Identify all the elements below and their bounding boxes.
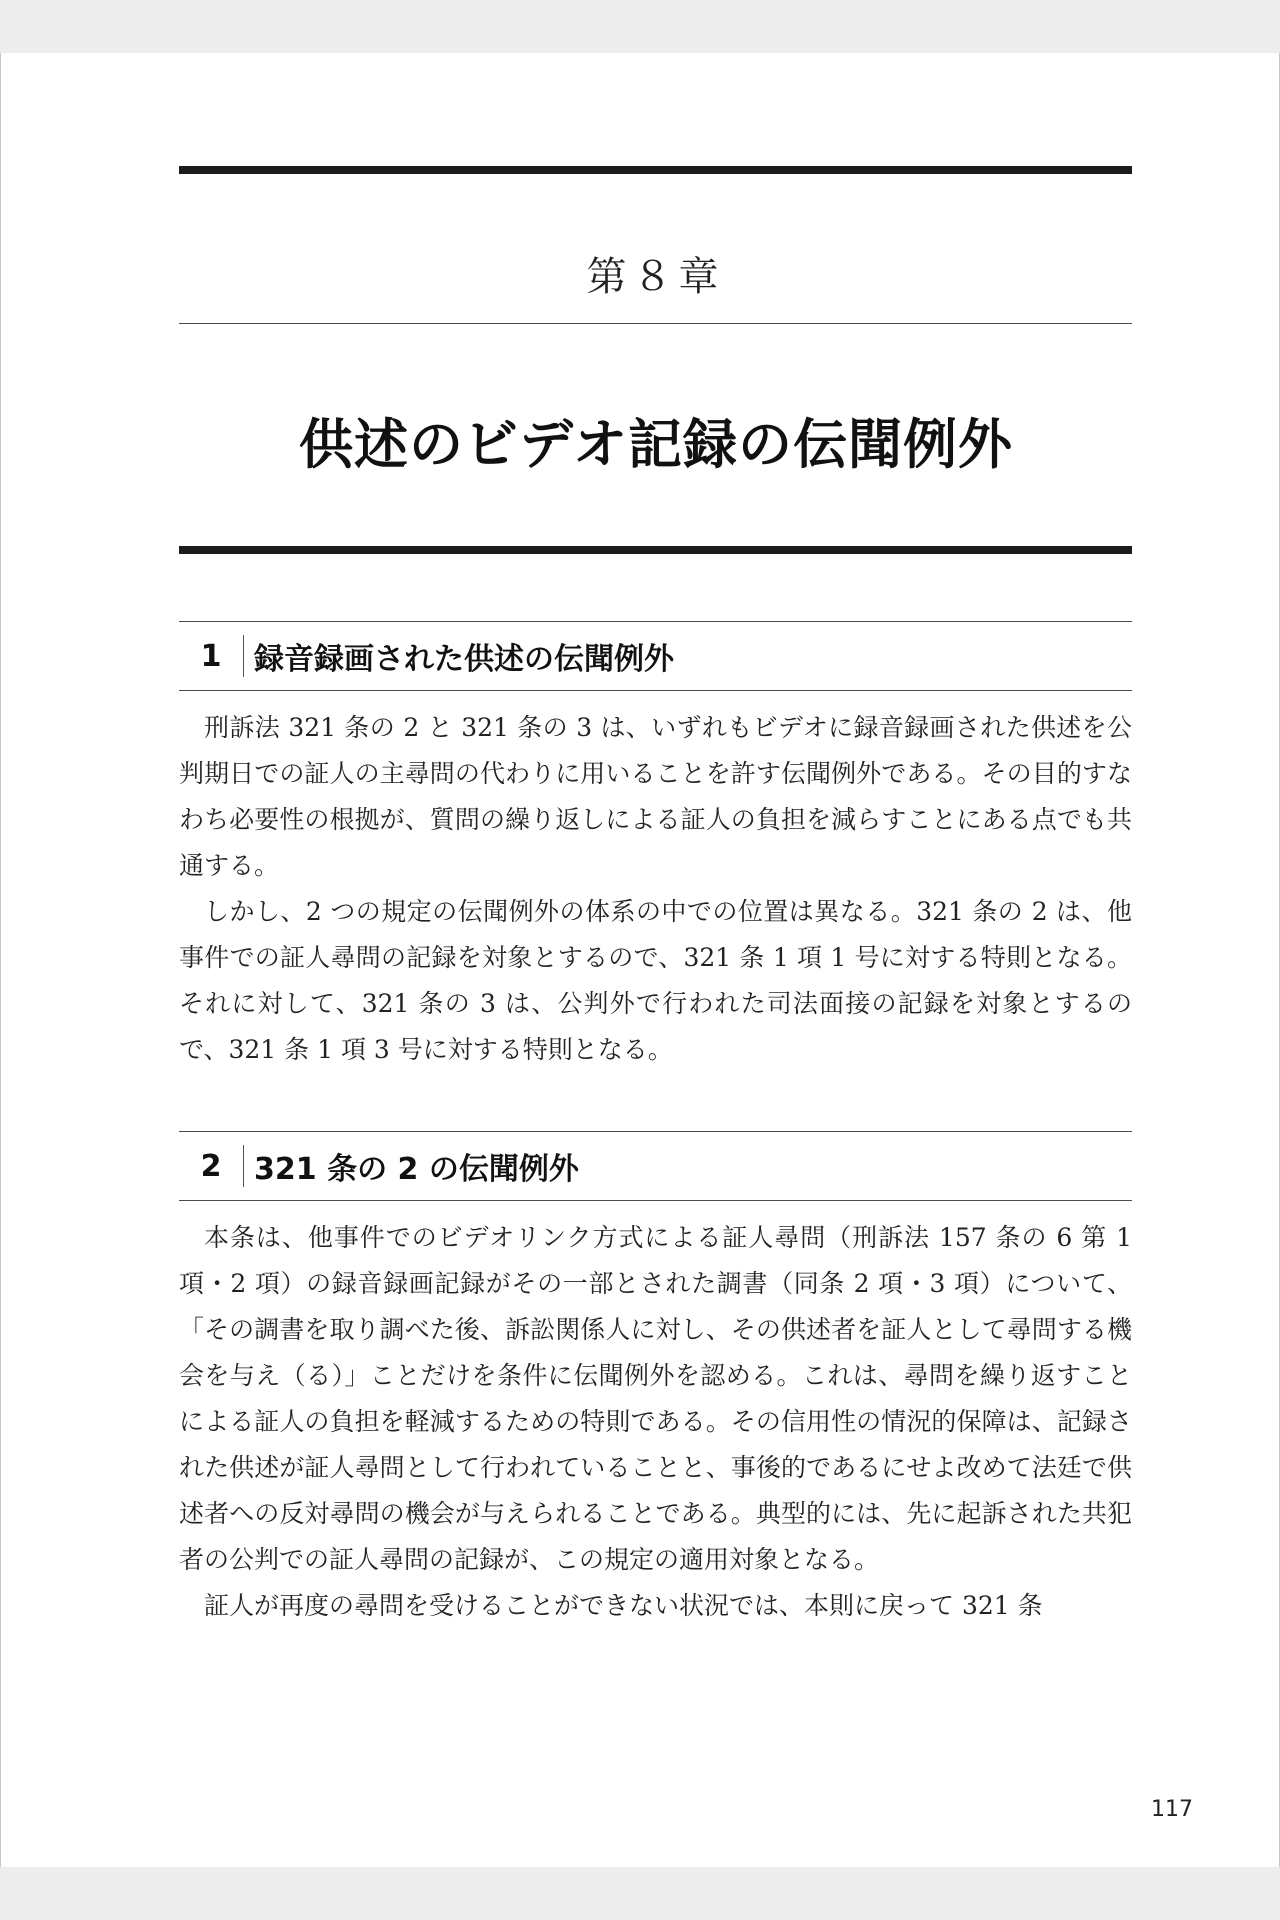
chapter-divider-rule <box>179 323 1132 324</box>
section-1-heading <box>179 622 1132 690</box>
section-2-paragraph-1: 本条は、他事件でのビデオリンク方式による証人尋問（刑訴法 157 条の 6 第 1 項・2 項）の録音録画記録がその一部とされた調書（同条 2 項・3 項）について、「その調書を取り調べた後、訴訟関係人に対し、その供述者を証人として尋問する機会を与え（る）」ことだけを条件に伝聞例外を認める。これは、尋問を繰り返すことによる証人の負担を軽減するための特則である。その信用性の情況的保障は、記録された供述が証人尋問として行われていることと、事後的であるにせよ改めて法廷で供述者への反対尋問の機会が与えられることである。典型的には、先に起訴された共犯者の公判での証人尋問の記録が、この規定の適用対象となる。 <box>179 1223 1132 1574</box>
section-2-title: 321 条の 2 の伝聞例外 <box>254 1152 579 1187</box>
section-2-body <box>179 1215 1132 1629</box>
section-1-body <box>179 705 1132 1073</box>
section-2-bottom-rule <box>179 1200 1132 1201</box>
section-1-paragraph-1: 刑訴法 321 条の 2 と 321 条の 3 は、いずれもビデオに録音録画された供述を公判期日での証人の主尋問の代わりに用いることを許す伝聞例外である。その目的すなわち必要性の根拠が、質問の繰り返しによる証人の負担を減らすことにある点でも共通する。 <box>179 713 1132 880</box>
chapter-title: 供述のビデオ記録の伝聞例外 <box>299 413 1013 476</box>
section-2-heading <box>179 1132 1132 1200</box>
section-1-bottom-rule <box>179 690 1132 691</box>
section-2-number: 2 <box>200 1148 222 1184</box>
chapter-bottom-rule <box>179 546 1132 554</box>
section-2-paragraph-2: 証人が再度の尋問を受けることができない状況では、本則に戻って 321 条 <box>204 1591 1043 1620</box>
document-page <box>0 53 1280 1867</box>
section-2-bar <box>243 1145 244 1187</box>
page-number: 117 <box>1151 1797 1193 1822</box>
chapter-top-rule <box>179 166 1132 174</box>
section-1-title: 録音録画された供述の伝聞例外 <box>254 642 674 677</box>
chapter-number: 第８章 <box>586 254 725 300</box>
section-1-paragraph-2: しかし、2 つの規定の伝聞例外の体系の中での位置は異なる。321 条の 2 は、他事件での証人尋問の記録を対象とするので、321 条 1 項 1 号に対する特則となる。それに対して、321 条の 3 は、公判外で行われた司法面接の記録を対象とするので、321 条 1 項 3 号に対する特則となる。 <box>179 897 1132 1064</box>
section-1-number: 1 <box>200 638 222 674</box>
section-1-bar <box>243 635 244 677</box>
